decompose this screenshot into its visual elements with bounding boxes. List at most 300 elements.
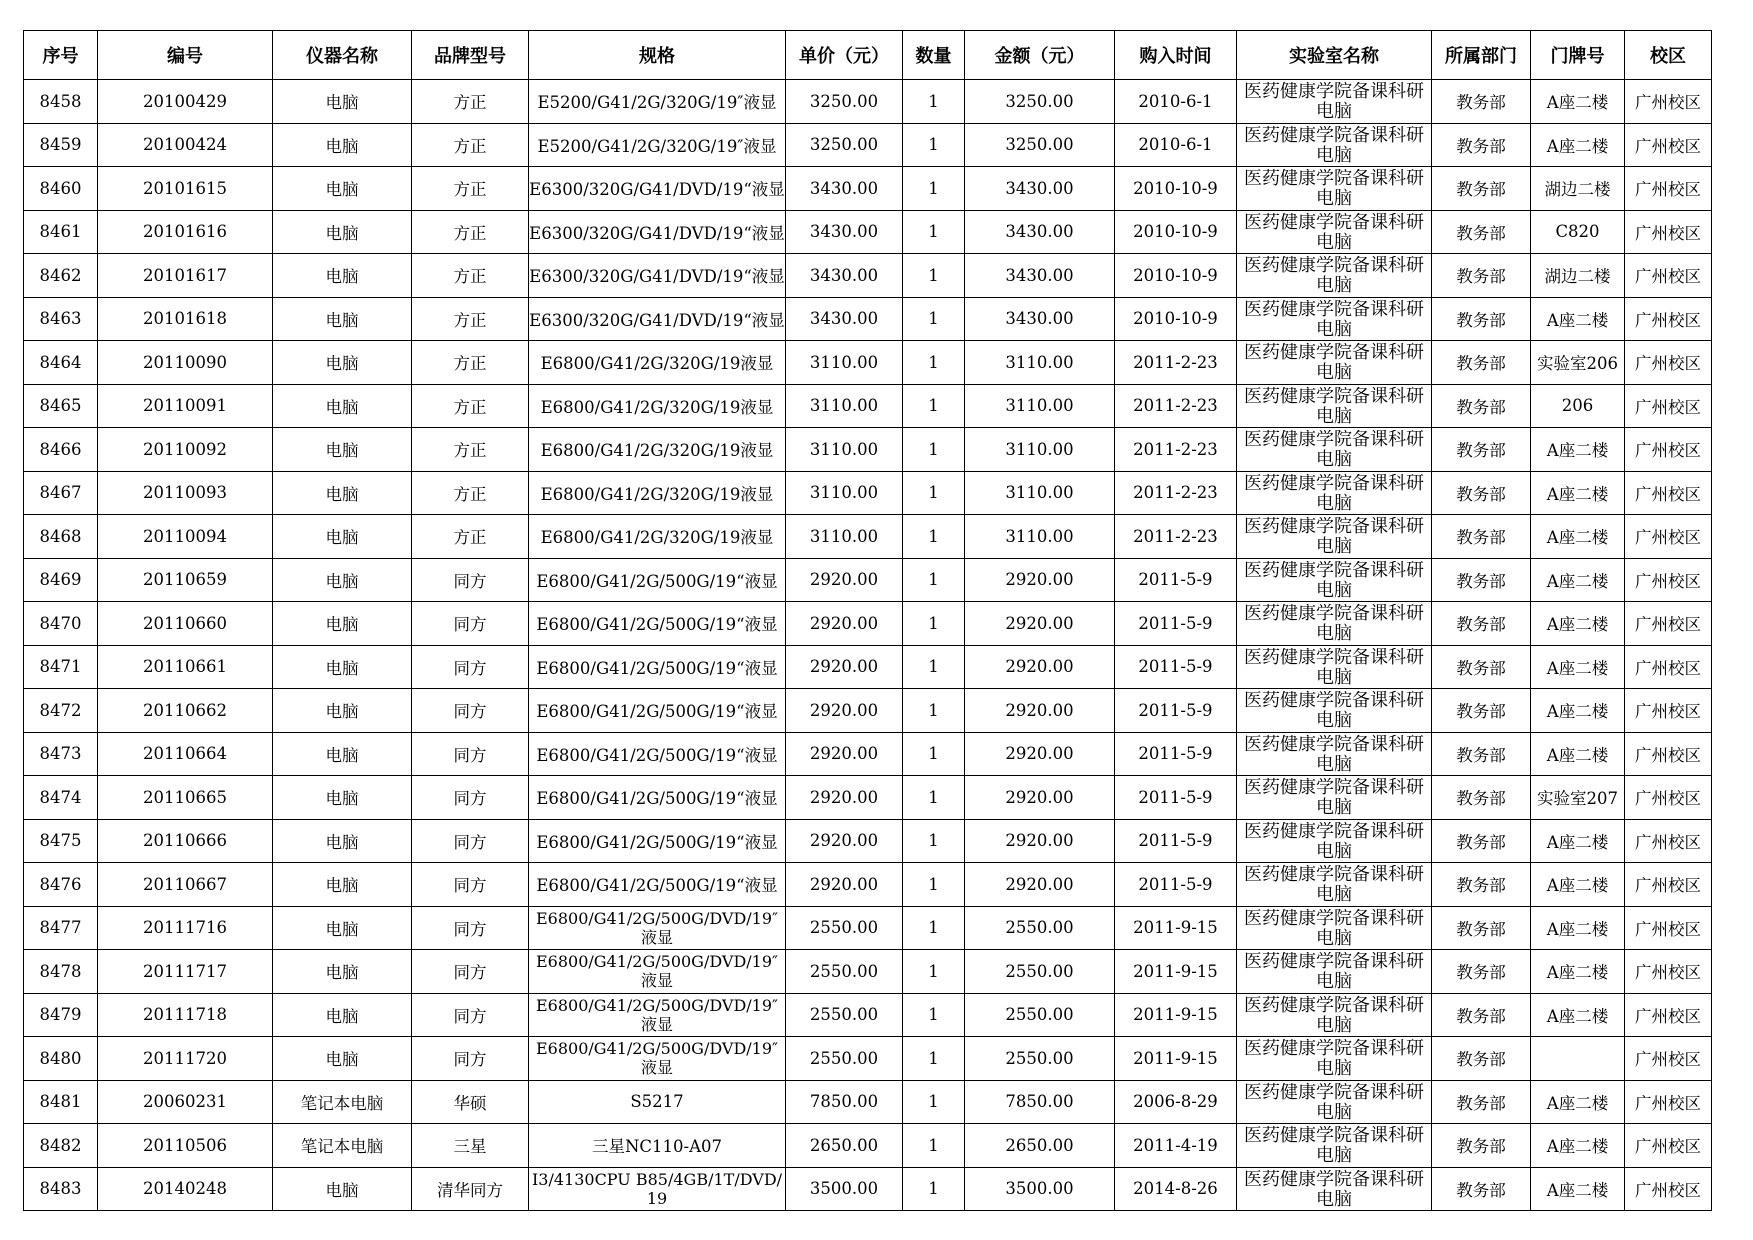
cell-room-no: 湖边二楼 bbox=[1531, 254, 1625, 298]
table-header bbox=[24, 31, 1712, 80]
cell-brand-model: 方正 bbox=[412, 515, 529, 559]
cell-quantity: 1 bbox=[903, 645, 965, 689]
cell-quantity: 1 bbox=[903, 428, 965, 472]
table-row bbox=[24, 210, 1712, 254]
cell-instrument-name: 电脑 bbox=[273, 80, 412, 124]
cell-lab-name: 医药健康学院备课科研电脑 bbox=[1237, 732, 1432, 776]
cell-unit-price: 3110.00 bbox=[786, 471, 903, 515]
cell-department: 教务部 bbox=[1432, 732, 1531, 776]
cell-room-no: A座二楼 bbox=[1531, 602, 1625, 646]
table-row bbox=[24, 1167, 1712, 1211]
cell-serial-no: 8471 bbox=[24, 645, 98, 689]
cell-quantity: 1 bbox=[903, 471, 965, 515]
cell-purchase-date: 2011-9-15 bbox=[1115, 906, 1237, 950]
cell-amount: 3250.00 bbox=[965, 123, 1115, 167]
cell-room-no: 206 bbox=[1531, 384, 1625, 428]
cell-amount: 3430.00 bbox=[965, 297, 1115, 341]
column-header-serial-no: 序号 bbox=[24, 31, 98, 80]
cell-purchase-date: 2011-9-15 bbox=[1115, 993, 1237, 1037]
cell-unit-price: 3110.00 bbox=[786, 428, 903, 472]
cell-campus: 广州校区 bbox=[1625, 1124, 1712, 1168]
cell-purchase-date: 2014-8-26 bbox=[1115, 1167, 1237, 1211]
cell-serial-no: 8479 bbox=[24, 993, 98, 1037]
cell-amount: 2920.00 bbox=[965, 863, 1115, 907]
cell-campus: 广州校区 bbox=[1625, 906, 1712, 950]
table-row bbox=[24, 819, 1712, 863]
cell-asset-code: 20110093 bbox=[98, 471, 273, 515]
cell-campus: 广州校区 bbox=[1625, 210, 1712, 254]
cell-purchase-date: 2010-6-1 bbox=[1115, 80, 1237, 124]
cell-campus: 广州校区 bbox=[1625, 602, 1712, 646]
cell-amount: 2550.00 bbox=[965, 993, 1115, 1037]
cell-asset-code: 20100424 bbox=[98, 123, 273, 167]
cell-serial-no: 8465 bbox=[24, 384, 98, 428]
cell-purchase-date: 2011-2-23 bbox=[1115, 515, 1237, 559]
cell-serial-no: 8473 bbox=[24, 732, 98, 776]
cell-amount: 3430.00 bbox=[965, 210, 1115, 254]
cell-room-no: 实验室206 bbox=[1531, 341, 1625, 385]
cell-spec: E6800/G41/2G/500G/DVD/19″液显 bbox=[529, 906, 786, 950]
cell-purchase-date: 2006-8-29 bbox=[1115, 1080, 1237, 1124]
cell-asset-code: 20110660 bbox=[98, 602, 273, 646]
cell-asset-code: 20110661 bbox=[98, 645, 273, 689]
table-row bbox=[24, 1124, 1712, 1168]
cell-campus: 广州校区 bbox=[1625, 689, 1712, 733]
cell-room-no: A座二楼 bbox=[1531, 80, 1625, 124]
cell-room-no: A座二楼 bbox=[1531, 471, 1625, 515]
cell-amount: 3250.00 bbox=[965, 80, 1115, 124]
cell-instrument-name: 电脑 bbox=[273, 297, 412, 341]
cell-quantity: 1 bbox=[903, 80, 965, 124]
cell-serial-no: 8459 bbox=[24, 123, 98, 167]
cell-campus: 广州校区 bbox=[1625, 515, 1712, 559]
cell-unit-price: 3430.00 bbox=[786, 254, 903, 298]
table-row bbox=[24, 645, 1712, 689]
cell-serial-no: 8470 bbox=[24, 602, 98, 646]
column-header-spec: 规格 bbox=[529, 31, 786, 80]
cell-amount: 2550.00 bbox=[965, 906, 1115, 950]
cell-lab-name: 医药健康学院备课科研电脑 bbox=[1237, 428, 1432, 472]
cell-purchase-date: 2011-2-23 bbox=[1115, 384, 1237, 428]
cell-serial-no: 8482 bbox=[24, 1124, 98, 1168]
cell-instrument-name: 电脑 bbox=[273, 776, 412, 820]
cell-unit-price: 2550.00 bbox=[786, 1037, 903, 1081]
cell-instrument-name: 电脑 bbox=[273, 950, 412, 994]
cell-spec: S5217 bbox=[529, 1080, 786, 1124]
cell-lab-name: 医药健康学院备课科研电脑 bbox=[1237, 1080, 1432, 1124]
cell-campus: 广州校区 bbox=[1625, 776, 1712, 820]
cell-amount: 2920.00 bbox=[965, 645, 1115, 689]
cell-brand-model: 方正 bbox=[412, 428, 529, 472]
cell-purchase-date: 2011-4-19 bbox=[1115, 1124, 1237, 1168]
cell-serial-no: 8478 bbox=[24, 950, 98, 994]
cell-department: 教务部 bbox=[1432, 689, 1531, 733]
cell-quantity: 1 bbox=[903, 689, 965, 733]
cell-lab-name: 医药健康学院备课科研电脑 bbox=[1237, 558, 1432, 602]
cell-lab-name: 医药健康学院备课科研电脑 bbox=[1237, 906, 1432, 950]
cell-room-no: A座二楼 bbox=[1531, 123, 1625, 167]
cell-department: 教务部 bbox=[1432, 645, 1531, 689]
cell-lab-name: 医药健康学院备课科研电脑 bbox=[1237, 341, 1432, 385]
cell-unit-price: 7850.00 bbox=[786, 1080, 903, 1124]
cell-amount: 3110.00 bbox=[965, 384, 1115, 428]
cell-brand-model: 同方 bbox=[412, 645, 529, 689]
cell-amount: 3110.00 bbox=[965, 341, 1115, 385]
cell-instrument-name: 电脑 bbox=[273, 384, 412, 428]
cell-lab-name: 医药健康学院备课科研电脑 bbox=[1237, 254, 1432, 298]
cell-lab-name: 医药健康学院备课科研电脑 bbox=[1237, 1037, 1432, 1081]
cell-purchase-date: 2011-5-9 bbox=[1115, 863, 1237, 907]
cell-lab-name: 医药健康学院备课科研电脑 bbox=[1237, 602, 1432, 646]
column-header-department: 所属部门 bbox=[1432, 31, 1531, 80]
cell-instrument-name: 电脑 bbox=[273, 515, 412, 559]
cell-amount: 2550.00 bbox=[965, 950, 1115, 994]
cell-brand-model: 方正 bbox=[412, 210, 529, 254]
cell-spec: E6800/G41/2G/500G/DVD/19″液显 bbox=[529, 950, 786, 994]
cell-unit-price: 3500.00 bbox=[786, 1167, 903, 1211]
cell-spec: E6800/G41/2G/500G/19“液显 bbox=[529, 602, 786, 646]
cell-room-no: A座二楼 bbox=[1531, 819, 1625, 863]
cell-amount: 2550.00 bbox=[965, 1037, 1115, 1081]
cell-spec: I3/4130CPU B85/4GB/1T/DVD/19 bbox=[529, 1167, 786, 1211]
cell-asset-code: 20110506 bbox=[98, 1124, 273, 1168]
table-row bbox=[24, 1037, 1712, 1081]
cell-quantity: 1 bbox=[903, 210, 965, 254]
cell-amount: 3110.00 bbox=[965, 515, 1115, 559]
cell-purchase-date: 2011-5-9 bbox=[1115, 776, 1237, 820]
cell-brand-model: 方正 bbox=[412, 254, 529, 298]
asset-sheet bbox=[23, 30, 1712, 1211]
cell-room-no: A座二楼 bbox=[1531, 732, 1625, 776]
cell-spec: E6300/320G/G41/DVD/19“液显 bbox=[529, 254, 786, 298]
cell-lab-name: 医药健康学院备课科研电脑 bbox=[1237, 297, 1432, 341]
cell-department: 教务部 bbox=[1432, 950, 1531, 994]
cell-quantity: 1 bbox=[903, 950, 965, 994]
cell-department: 教务部 bbox=[1432, 428, 1531, 472]
cell-room-no: A座二楼 bbox=[1531, 950, 1625, 994]
cell-spec: E6800/G41/2G/500G/DVD/19″液显 bbox=[529, 1037, 786, 1081]
cell-unit-price: 2550.00 bbox=[786, 993, 903, 1037]
cell-instrument-name: 电脑 bbox=[273, 602, 412, 646]
cell-amount: 3500.00 bbox=[965, 1167, 1115, 1211]
cell-department: 教务部 bbox=[1432, 993, 1531, 1037]
cell-quantity: 1 bbox=[903, 1124, 965, 1168]
table-row bbox=[24, 471, 1712, 515]
cell-asset-code: 20110666 bbox=[98, 819, 273, 863]
table-row bbox=[24, 906, 1712, 950]
cell-spec: E6800/G41/2G/320G/19液显 bbox=[529, 384, 786, 428]
cell-unit-price: 2550.00 bbox=[786, 950, 903, 994]
cell-spec: E5200/G41/2G/320G/19″液显 bbox=[529, 123, 786, 167]
cell-instrument-name: 笔记本电脑 bbox=[273, 1080, 412, 1124]
cell-lab-name: 医药健康学院备课科研电脑 bbox=[1237, 1124, 1432, 1168]
cell-asset-code: 20111718 bbox=[98, 993, 273, 1037]
cell-instrument-name: 电脑 bbox=[273, 993, 412, 1037]
cell-quantity: 1 bbox=[903, 602, 965, 646]
cell-serial-no: 8463 bbox=[24, 297, 98, 341]
cell-room-no: 湖边二楼 bbox=[1531, 167, 1625, 211]
cell-campus: 广州校区 bbox=[1625, 950, 1712, 994]
cell-unit-price: 2920.00 bbox=[786, 558, 903, 602]
cell-room-no: A座二楼 bbox=[1531, 515, 1625, 559]
cell-serial-no: 8468 bbox=[24, 515, 98, 559]
cell-department: 教务部 bbox=[1432, 1080, 1531, 1124]
cell-spec: E6800/G41/2G/500G/DVD/19″液显 bbox=[529, 993, 786, 1037]
asset-table bbox=[23, 30, 1712, 1211]
cell-serial-no: 8472 bbox=[24, 689, 98, 733]
cell-department: 教务部 bbox=[1432, 384, 1531, 428]
cell-room-no: A座二楼 bbox=[1531, 645, 1625, 689]
cell-campus: 广州校区 bbox=[1625, 863, 1712, 907]
table-row bbox=[24, 993, 1712, 1037]
cell-spec: E5200/G41/2G/320G/19″液显 bbox=[529, 80, 786, 124]
column-header-asset-code: 编号 bbox=[98, 31, 273, 80]
cell-serial-no: 8483 bbox=[24, 1167, 98, 1211]
cell-campus: 广州校区 bbox=[1625, 471, 1712, 515]
cell-department: 教务部 bbox=[1432, 906, 1531, 950]
cell-room-no: C820 bbox=[1531, 210, 1625, 254]
table-row bbox=[24, 80, 1712, 124]
cell-amount: 2920.00 bbox=[965, 732, 1115, 776]
table-row bbox=[24, 123, 1712, 167]
cell-spec: E6800/G41/2G/500G/19“液显 bbox=[529, 863, 786, 907]
cell-instrument-name: 电脑 bbox=[273, 167, 412, 211]
table-row bbox=[24, 297, 1712, 341]
cell-asset-code: 20110665 bbox=[98, 776, 273, 820]
table-row bbox=[24, 558, 1712, 602]
cell-lab-name: 医药健康学院备课科研电脑 bbox=[1237, 863, 1432, 907]
cell-room-no: A座二楼 bbox=[1531, 297, 1625, 341]
cell-quantity: 1 bbox=[903, 558, 965, 602]
cell-asset-code: 20101616 bbox=[98, 210, 273, 254]
cell-instrument-name: 电脑 bbox=[273, 906, 412, 950]
cell-department: 教务部 bbox=[1432, 819, 1531, 863]
cell-brand-model: 同方 bbox=[412, 558, 529, 602]
cell-asset-code: 20111716 bbox=[98, 906, 273, 950]
column-header-purchase-date: 购入时间 bbox=[1115, 31, 1237, 80]
cell-unit-price: 3430.00 bbox=[786, 210, 903, 254]
cell-instrument-name: 电脑 bbox=[273, 645, 412, 689]
cell-campus: 广州校区 bbox=[1625, 428, 1712, 472]
cell-room-no: A座二楼 bbox=[1531, 1167, 1625, 1211]
cell-brand-model: 清华同方 bbox=[412, 1167, 529, 1211]
cell-instrument-name: 电脑 bbox=[273, 471, 412, 515]
cell-department: 教务部 bbox=[1432, 297, 1531, 341]
cell-purchase-date: 2010-10-9 bbox=[1115, 167, 1237, 211]
cell-department: 教务部 bbox=[1432, 1124, 1531, 1168]
cell-amount: 3110.00 bbox=[965, 471, 1115, 515]
cell-instrument-name: 电脑 bbox=[273, 689, 412, 733]
cell-amount: 2920.00 bbox=[965, 602, 1115, 646]
cell-department: 教务部 bbox=[1432, 254, 1531, 298]
table-row bbox=[24, 428, 1712, 472]
cell-unit-price: 2920.00 bbox=[786, 776, 903, 820]
cell-purchase-date: 2011-5-9 bbox=[1115, 819, 1237, 863]
cell-quantity: 1 bbox=[903, 341, 965, 385]
cell-spec: E6800/G41/2G/500G/19“液显 bbox=[529, 558, 786, 602]
cell-department: 教务部 bbox=[1432, 1167, 1531, 1211]
cell-spec: E6800/G41/2G/320G/19液显 bbox=[529, 515, 786, 559]
cell-campus: 广州校区 bbox=[1625, 341, 1712, 385]
cell-purchase-date: 2010-6-1 bbox=[1115, 123, 1237, 167]
cell-instrument-name: 电脑 bbox=[273, 732, 412, 776]
cell-instrument-name: 电脑 bbox=[273, 1167, 412, 1211]
cell-asset-code: 20111720 bbox=[98, 1037, 273, 1081]
cell-quantity: 1 bbox=[903, 819, 965, 863]
table-row bbox=[24, 776, 1712, 820]
cell-spec: E6800/G41/2G/500G/19“液显 bbox=[529, 819, 786, 863]
cell-quantity: 1 bbox=[903, 732, 965, 776]
cell-asset-code: 20140248 bbox=[98, 1167, 273, 1211]
cell-serial-no: 8477 bbox=[24, 906, 98, 950]
cell-room-no: A座二楼 bbox=[1531, 863, 1625, 907]
cell-campus: 广州校区 bbox=[1625, 993, 1712, 1037]
cell-instrument-name: 电脑 bbox=[273, 558, 412, 602]
cell-amount: 2650.00 bbox=[965, 1124, 1115, 1168]
cell-asset-code: 20110092 bbox=[98, 428, 273, 472]
cell-room-no: A座二楼 bbox=[1531, 1080, 1625, 1124]
cell-asset-code: 20110659 bbox=[98, 558, 273, 602]
column-header-quantity: 数量 bbox=[903, 31, 965, 80]
cell-instrument-name: 电脑 bbox=[273, 341, 412, 385]
cell-brand-model: 同方 bbox=[412, 602, 529, 646]
cell-brand-model: 方正 bbox=[412, 471, 529, 515]
cell-asset-code: 20110662 bbox=[98, 689, 273, 733]
cell-serial-no: 8458 bbox=[24, 80, 98, 124]
cell-purchase-date: 2010-10-9 bbox=[1115, 210, 1237, 254]
cell-campus: 广州校区 bbox=[1625, 1080, 1712, 1124]
cell-unit-price: 2650.00 bbox=[786, 1124, 903, 1168]
column-header-amount: 金额（元） bbox=[965, 31, 1115, 80]
cell-campus: 广州校区 bbox=[1625, 558, 1712, 602]
cell-amount: 7850.00 bbox=[965, 1080, 1115, 1124]
cell-spec: E6800/G41/2G/500G/19“液显 bbox=[529, 776, 786, 820]
cell-lab-name: 医药健康学院备课科研电脑 bbox=[1237, 515, 1432, 559]
cell-amount: 3110.00 bbox=[965, 428, 1115, 472]
table-row bbox=[24, 602, 1712, 646]
cell-department: 教务部 bbox=[1432, 515, 1531, 559]
cell-serial-no: 8466 bbox=[24, 428, 98, 472]
table-row bbox=[24, 254, 1712, 298]
cell-brand-model: 同方 bbox=[412, 689, 529, 733]
cell-serial-no: 8476 bbox=[24, 863, 98, 907]
cell-purchase-date: 2011-5-9 bbox=[1115, 732, 1237, 776]
cell-lab-name: 医药健康学院备课科研电脑 bbox=[1237, 210, 1432, 254]
cell-serial-no: 8474 bbox=[24, 776, 98, 820]
cell-department: 教务部 bbox=[1432, 341, 1531, 385]
table-row bbox=[24, 689, 1712, 733]
cell-asset-code: 20111717 bbox=[98, 950, 273, 994]
cell-quantity: 1 bbox=[903, 1037, 965, 1081]
cell-asset-code: 20101617 bbox=[98, 254, 273, 298]
cell-brand-model: 同方 bbox=[412, 1037, 529, 1081]
cell-quantity: 1 bbox=[903, 906, 965, 950]
cell-quantity: 1 bbox=[903, 297, 965, 341]
cell-brand-model: 方正 bbox=[412, 80, 529, 124]
table-row bbox=[24, 341, 1712, 385]
cell-campus: 广州校区 bbox=[1625, 819, 1712, 863]
cell-room-no: A座二楼 bbox=[1531, 906, 1625, 950]
cell-purchase-date: 2011-5-9 bbox=[1115, 602, 1237, 646]
table-row bbox=[24, 167, 1712, 211]
cell-amount: 2920.00 bbox=[965, 776, 1115, 820]
cell-amount: 2920.00 bbox=[965, 819, 1115, 863]
cell-brand-model: 同方 bbox=[412, 732, 529, 776]
cell-quantity: 1 bbox=[903, 776, 965, 820]
table-row bbox=[24, 1080, 1712, 1124]
cell-brand-model: 同方 bbox=[412, 906, 529, 950]
cell-quantity: 1 bbox=[903, 515, 965, 559]
cell-room-no: A座二楼 bbox=[1531, 1124, 1625, 1168]
cell-serial-no: 8460 bbox=[24, 167, 98, 211]
cell-campus: 广州校区 bbox=[1625, 80, 1712, 124]
cell-spec: E6300/320G/G41/DVD/19“液显 bbox=[529, 167, 786, 211]
cell-asset-code: 20101618 bbox=[98, 297, 273, 341]
cell-serial-no: 8467 bbox=[24, 471, 98, 515]
cell-department: 教务部 bbox=[1432, 602, 1531, 646]
cell-lab-name: 医药健康学院备课科研电脑 bbox=[1237, 645, 1432, 689]
cell-purchase-date: 2011-2-23 bbox=[1115, 471, 1237, 515]
cell-lab-name: 医药健康学院备课科研电脑 bbox=[1237, 776, 1432, 820]
cell-asset-code: 20101615 bbox=[98, 167, 273, 211]
cell-serial-no: 8481 bbox=[24, 1080, 98, 1124]
cell-department: 教务部 bbox=[1432, 1037, 1531, 1081]
cell-instrument-name: 电脑 bbox=[273, 863, 412, 907]
cell-spec: E6800/G41/2G/320G/19液显 bbox=[529, 471, 786, 515]
cell-unit-price: 3430.00 bbox=[786, 297, 903, 341]
cell-room-no: A座二楼 bbox=[1531, 428, 1625, 472]
cell-brand-model: 方正 bbox=[412, 341, 529, 385]
cell-brand-model: 三星 bbox=[412, 1124, 529, 1168]
cell-amount: 3430.00 bbox=[965, 254, 1115, 298]
cell-department: 教务部 bbox=[1432, 863, 1531, 907]
cell-quantity: 1 bbox=[903, 254, 965, 298]
cell-room-no bbox=[1531, 1037, 1625, 1081]
table-row bbox=[24, 863, 1712, 907]
cell-lab-name: 医药健康学院备课科研电脑 bbox=[1237, 689, 1432, 733]
cell-purchase-date: 2010-10-9 bbox=[1115, 254, 1237, 298]
cell-unit-price: 3250.00 bbox=[786, 80, 903, 124]
cell-asset-code: 20060231 bbox=[98, 1080, 273, 1124]
cell-campus: 广州校区 bbox=[1625, 123, 1712, 167]
column-header-instrument-name: 仪器名称 bbox=[273, 31, 412, 80]
cell-brand-model: 同方 bbox=[412, 863, 529, 907]
cell-purchase-date: 2011-5-9 bbox=[1115, 689, 1237, 733]
cell-lab-name: 医药健康学院备课科研电脑 bbox=[1237, 384, 1432, 428]
cell-instrument-name: 电脑 bbox=[273, 1037, 412, 1081]
cell-quantity: 1 bbox=[903, 384, 965, 428]
table-body bbox=[24, 80, 1712, 1211]
cell-serial-no: 8469 bbox=[24, 558, 98, 602]
cell-instrument-name: 电脑 bbox=[273, 428, 412, 472]
cell-unit-price: 2920.00 bbox=[786, 689, 903, 733]
cell-lab-name: 医药健康学院备课科研电脑 bbox=[1237, 80, 1432, 124]
cell-spec: E6800/G41/2G/320G/19液显 bbox=[529, 428, 786, 472]
cell-amount: 2920.00 bbox=[965, 689, 1115, 733]
cell-asset-code: 20110664 bbox=[98, 732, 273, 776]
table-row bbox=[24, 732, 1712, 776]
cell-serial-no: 8475 bbox=[24, 819, 98, 863]
cell-spec: E6800/G41/2G/320G/19液显 bbox=[529, 341, 786, 385]
cell-campus: 广州校区 bbox=[1625, 645, 1712, 689]
cell-campus: 广州校区 bbox=[1625, 167, 1712, 211]
cell-unit-price: 2920.00 bbox=[786, 645, 903, 689]
cell-quantity: 1 bbox=[903, 167, 965, 211]
cell-amount: 3430.00 bbox=[965, 167, 1115, 211]
cell-quantity: 1 bbox=[903, 993, 965, 1037]
cell-amount: 2920.00 bbox=[965, 558, 1115, 602]
column-header-lab-name: 实验室名称 bbox=[1237, 31, 1432, 80]
